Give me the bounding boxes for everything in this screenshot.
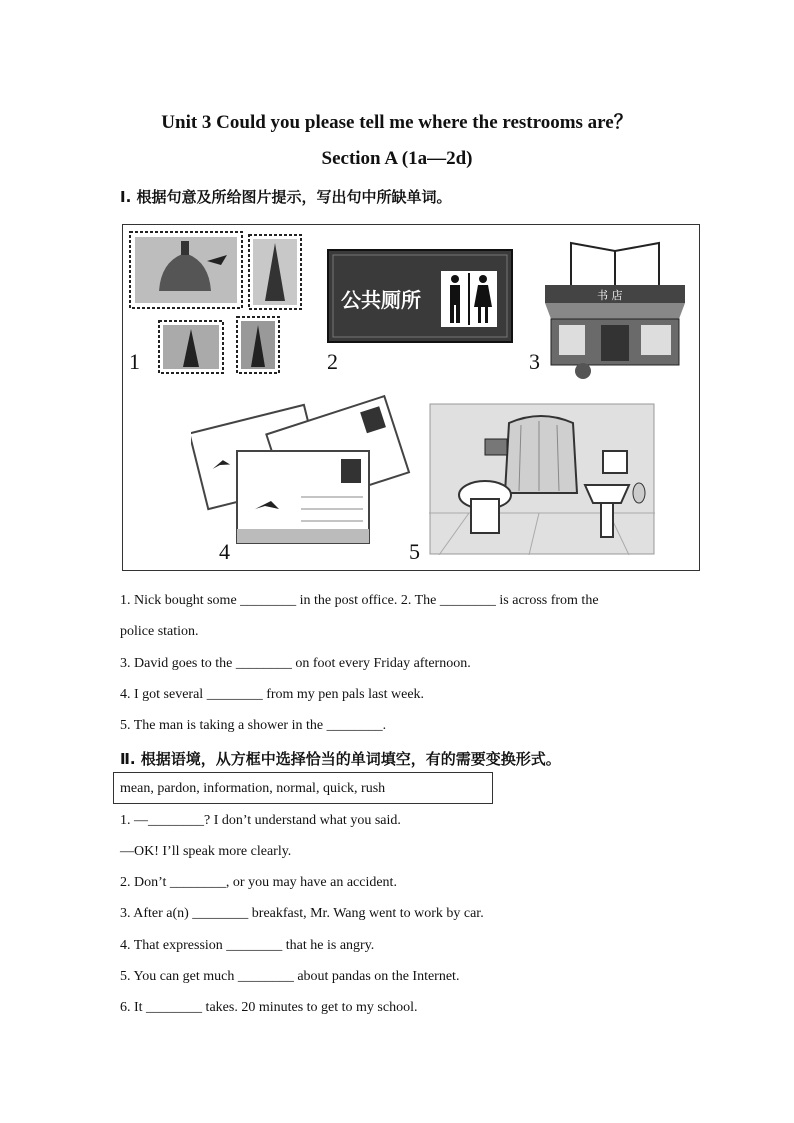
picture-number-2: 2	[327, 349, 338, 374]
word-box: mean, pardon, information, normal, quick, rush	[113, 772, 493, 804]
bookstore-sign-text: 书 店	[597, 289, 623, 302]
bookstore-illustration	[541, 239, 689, 381]
exercise-1-line-1: 1. Nick bought some ________ in the post office. 2. The ________ is across from the	[120, 593, 599, 608]
restroom-sign-text: 公共厕所	[341, 288, 421, 312]
picture-number-1: 1	[129, 349, 140, 374]
exercise-2-line-3: 2. Don’t ________, or you may have an accident.	[120, 875, 397, 890]
exercise-1-line-2: police station.	[120, 624, 199, 639]
exercise-1-line-3: 3. David goes to the ________ on foot every Friday afternoon.	[120, 656, 471, 671]
exercise-2-line-5: 4. That expression ________ that he is angry.	[120, 938, 375, 953]
exercise-2-line-1: 1. —________? I don’t understand what you said.	[120, 813, 401, 828]
exercise-2-line-7: 6. It ________ takes. 20 minutes to get to my school.	[120, 1000, 418, 1015]
picture-number-3: 3	[529, 349, 540, 374]
exercise-2-line-6: 5. You can get much ________ about pandas on the Internet.	[120, 969, 460, 984]
exercise-2-line-4: 3. After a(n) ________ breakfast, Mr. Wang went to work by car.	[120, 906, 484, 921]
exercise-2-line-2: —OK! I’ll speak more clearly.	[120, 844, 292, 859]
section-1-heading: Ⅰ. 根据句意及所给图片提示，写出句中所缺单词。	[120, 188, 452, 206]
page-title: Unit 3 Could you please tell me where the restrooms are？	[161, 112, 633, 133]
exercise-1-line-4: 4. I got several ________ from my pen pals last week.	[120, 687, 425, 702]
stamps-illustration	[129, 231, 309, 375]
restroom-sign-illustration	[327, 249, 513, 343]
picture-number-4: 4	[219, 539, 230, 564]
section-2-heading: Ⅱ. 根据语境，从方框中选择恰当的单词填空，有的需要变换形式。	[120, 750, 561, 768]
bathroom-illustration	[429, 403, 655, 555]
picture-box	[122, 224, 700, 571]
section-subtitle: Section A (1a—2d)	[321, 148, 473, 169]
exercise-1-line-5: 5. The man is taking a shower in the ________.	[120, 718, 387, 733]
picture-number-5: 5	[409, 539, 420, 564]
